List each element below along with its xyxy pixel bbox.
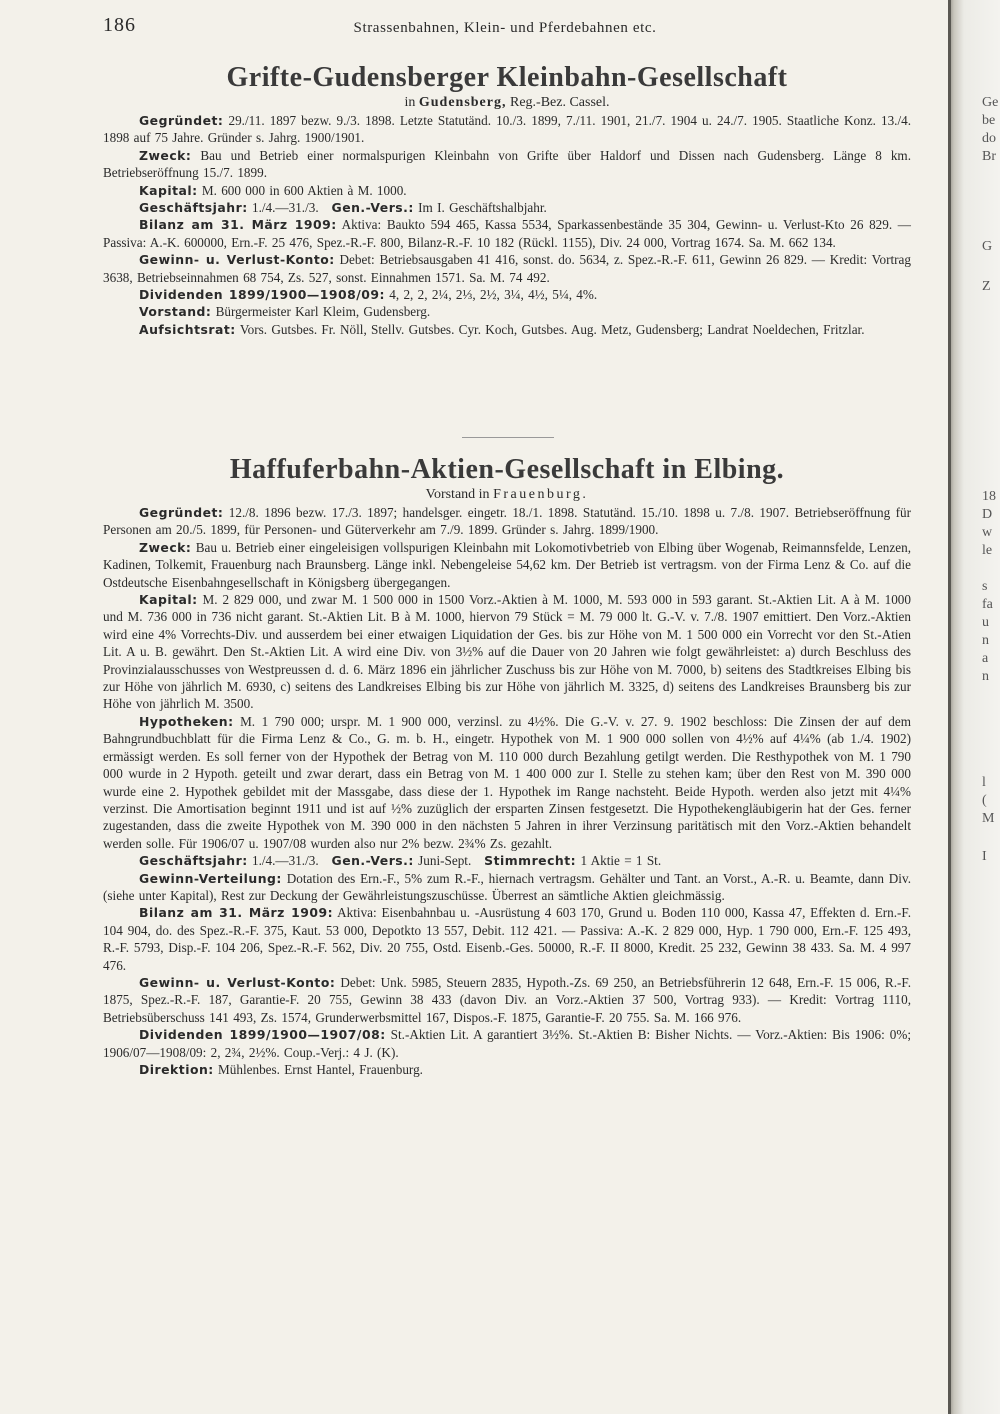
entry-bilanz: Bilanz am 31. März 1909: Aktiva: Baukto 594 465, Kassa 5534, Sparkassenbestände 35 304, Gewinn- u. Verlust-Kto 26 829. — Passiva: A.-K. 600000, Ern.-F. 25 476, Spez.-R.-F. 800, Bilanz-R.-F. 10 182 (Rückl. 1155), Div. 24 000, Vortrag 1674. Sa. M. 662 134.: [103, 217, 911, 250]
entry-zweck: Zweck: Bau u. Betrieb einer eingeleisigen vollspurigen Kleinbahn mit Lokomotivbetrieb von Elbing über Wogenab, Reimannsfelde, Lenzen, Kadinen, Tolkemit, Frauenburg nach Braunsberg. Länge inkl. Nebengeleise 54,62 km. Der Betrieb ist vertragsm. von der Firma Lenz & Co. auf die Ostdeutsche Eisenbahngesellschaft in Königsberg übergegangen.: [103, 539, 911, 590]
margin-fragment: Ge: [982, 95, 999, 110]
margin-fragment: M: [982, 811, 995, 826]
margin-fragment: u: [982, 615, 989, 630]
entry-dividenden: Dividenden 1899/1900—1907/08: St.-Aktien Lit. A garantiert 3½%. St.-Aktien B: Bisher Nichts. — Vorz.-Aktien: Bis 1906: 0%; 1906/07—1908/09: 2, 2¾, 2½%. Coup.-Verj.: 4 J. (K).: [103, 1027, 912, 1060]
margin-fragment: Z: [982, 279, 991, 294]
page-fold-shadow: [948, 0, 1000, 1414]
entry-vorstand: Vorstand: Bürgermeister Karl Kleim, Gudensberg.: [139, 304, 431, 320]
margin-fragment: le: [982, 543, 993, 558]
entry-gewinn-verlust: Gewinn- u. Verlust-Konto: Debet: Unk. 5985, Steuern 2835, Hypoth.-Zs. 69 250, an Betriebsführerin 12 648, Ern.-F. 15 006, R.-F. 1875, Spez.-R.-F. 187, Garantie-F. 20 755, Gewinn 38 433 (davon Div. an Vorz.-Aktien 37 500, Vortrag 933). — Kredit: Vortrag 1110, Betriebsüberschuss 141 493, Zs. 1574, Grunderwerbsmittel 167, Dispos.-F. 1875, Garantie-F. 20 755. Sa. M. 166 976.: [103, 974, 911, 1025]
entry-kapital: Kapital: M. 600 000 in 600 Aktien à M. 1000.: [139, 182, 407, 198]
entry-zweck: Zweck: Bau und Betrieb einer normalspurigen Kleinbahn von Grifte über Haldorf und Dissen nach Gudensberg. Länge 8 km. Betriebseröffnung 15./7. 1899.: [103, 147, 911, 181]
margin-fragment: do: [982, 131, 996, 146]
section-title: Haffuferbahn-Aktien-Gesellschaft in Elbing.: [229, 454, 785, 485]
entry-kapital: Kapital: M. 2 829 000, und zwar M. 1 500 000 in 1500 Vorz.-Aktien à M. 1000, M. 593 000 in 593 garant. St.-Aktien Lit. A à M. 1000 und M. 736 000 in 736 nicht garant. St.-Aktien Lit. B à M. 1000, hiervon 79 Stück = M. 79 000 lt. G.-V. v. 7./8. 1907 emittiert. Den Vorz.-Aktien wird eine 4% Vorrechts-Div. und ausserdem bei einer etwaigen Liquidation der Ges. bis zur Höhe von M. 1 500 000 ein Vorrecht vor den St.-Atien Lit. A u. B. gewährt. Den St.-Aktien Lit. A wird eine Div. von 3½% auf die Dauer von 20 Jahren wie folgt gewährleistet: a) durch Beschluss des Provinzialausschusses von Westpreussen d. d. 6. März 1896 ein jährlicher Zuschuss bis zur Höhe von M. 7000, b) seitens des Stadtkreises Elbing bis zur Höhe von jährlich M. 6930, c) seitens des Landkreises Elbing bis zur Höhe von jährlich M. 3325, d) seitens des Landkreises Braunsberg bis zur Höhe von jährlich M. 3500.: [103, 592, 911, 712]
margin-fragment: (: [982, 793, 987, 808]
margin-fragment: w: [982, 525, 993, 540]
entry-gegruendet: Gegründet: 29./11. 1897 bezw. 9./3. 1898. Letzte Statutänd. 10./3. 1899, 7./11. 1901, 21./7. 1904 u. 24./7. 1905. Staatliche Konz. 13./4. 1898 auf 75 Jahre. Gründer s. Jahrg. 1900/1901.: [103, 113, 912, 146]
margin-fragment: s: [982, 579, 988, 594]
page-number: 186: [103, 14, 136, 36]
entry-gegruendet: Gegründet: 12./8. 1896 bezw. 17./3. 1897; handelsger. eingetr. 18./1. 1898. Statutänd. 15./10. 1898 u. 7./8. 1907. Betriebseröffnung für Personen am 20./5. 1899, für Personen- und Güterverkehr am 7./9. 1899. Gründer s. Jahrg. 1899/1900.: [103, 505, 911, 538]
entry-hypotheken: Hypotheken: M. 1 790 000; urspr. M. 1 900 000, verzinsl. zu 4½%. Die G.-V. v. 27. 9. 1902 beschloss: Die Zinsen der auf dem Bahngrundbuchblatt für die Firma Lenz & Co., G. m. b. H., eingetr. Hypothek von M. 1 900 000 sollen von 4½% auf 4¼% (ab 1./4. 1902) ermässigt werden. Es soll ferner von der Hypothek der Betrag von M. 110 000 durch Bezahlung getilgt werden. Die Resthypothek von M. 1 790 000 wurde in 2 Hypoth. geteilt und zwar derart, dass ein Betrag von M. 1 400 000 zur I. Stelle zu stehen kam; über den Rest von M. 390 000 wurde eine 2. Hypothek gebildet mit der Massgabe, dass diese der 1. Hypothek im Range nachsteht. Beide Hypoth. werden also jetzt mit 4¼% verzinst. Die Amortisation beginnt 1911 und ist auf ½% zuzüglich der ersparten Zinsen festgesetzt. Die Hypothekengläubigerin hat der Ges. ferner zugestanden, dass die zweite Hypothek von M. 390 000 in den nächsten 5 Jahren in ihrer Verzinsung paritätisch mit den Vorz.-Aktien behandelt werden solle. Für 1906/07 u. 1907/08 wurden also nur 2% bezw. 2¾% Zs. gezahlt.: [103, 713, 911, 851]
entry-geschaeftsjahr: Geschäftsjahr: 1./4.—31./3. Gen.-Vers.: Juni-Sept. Stimmrecht: 1 Aktie = 1 St.: [139, 853, 662, 869]
entry-direktion: Direktion: Mühlenbes. Ernst Hantel, Frauenburg.: [139, 1062, 423, 1077]
section-title: Grifte-Gudensberger Kleinbahn-Gesellschaft: [226, 62, 788, 93]
page-fold-edge: [948, 0, 951, 1414]
entry-gewinn-verlust: Gewinn- u. Verlust-Konto: Debet: Betriebsausgaben 41 416, sonst. do. 5634, z. Spez.-R.-F. 611, Gewinn 26 829. — Kredit: Vortrag 3638, Betriebseinnahmen 68 754, Zs. 527, sonst. Einnahmen 1571. Sa. M. 74 492.: [103, 252, 911, 285]
margin-fragment: be: [982, 113, 996, 128]
margin-fragment: l: [982, 775, 986, 790]
location-prefix: in: [404, 95, 416, 110]
entry-list: [103, 112, 911, 338]
location-suffix: Reg.-Bez. Cassel.: [509, 95, 610, 110]
subtitle-prefix: Vorstand in: [425, 487, 490, 502]
margin-fragment: 18: [982, 489, 996, 504]
entry-geschaeftsjahr: Geschäftsjahr: 1./4.—31./3. Gen.-Vers.: Im I. Geschäftshalbjahr.: [139, 200, 547, 216]
entry-list: [103, 504, 911, 1078]
margin-fragment: fa: [982, 597, 993, 612]
entry-gewinn-verteilung: Gewinn-Verteilung: Dotation des Ern.-F., 5% zum R.-F., hiernach vertragsm. Gehälter und Tant. an Vorst., A.-R. u. Beamte, dann Div. (siehe unter Kapital), Rest zur Deckung der Gewährleistungszuschüsse. Überrest an sämtliche Aktien gleichmässig.: [103, 870, 912, 903]
margin-fragment: Br: [982, 149, 996, 164]
margin-fragment: a: [982, 651, 989, 666]
section-divider: [462, 437, 554, 438]
entry-aufsichtsrat: Aufsichtsrat: Vors. Gutsbes. Fr. Nöll, Stellv. Gutsbes. Cyr. Koch, Gutsbes. Aug. Metz, Gudensberg; Landrat Noeldechen, Fritzlar.: [139, 321, 865, 337]
subtitle-place: Frauenburg.: [493, 487, 589, 502]
section-location: [103, 94, 911, 112]
entry-bilanz: Bilanz am 31. März 1909: Aktiva: Eisenbahnbau u. -Ausrüstung 4 603 170, Grund u. Boden 110 000, Kassa 47, Effekten d. Ern.-F. 104 904, do. des Spez.-R.-F. 375, Kaut. 53 000, Depotkto 13 557, Debit. 112 421. — Passiva: A.-K. 2 829 000, Hyp. 1 790 000, Ern.-F. 125 493, R.-F. 5793, Disp.-F. 104 206, Spez.-R.-F. 562, Div. 20 755, Ostd. Eisenb.-Ges. 50000, R.-F. II 8000, Kredit. 25 232, Gewinn 38 433. Sa. M. 4 997 476.: [103, 905, 912, 973]
entry-dividenden: Dividenden 1899/1900—1908/09: 4, 2, 2, 2¼, 2⅓, 2½, 3¼, 4½, 5¼, 4%.: [139, 287, 598, 303]
section-grifte-gudensberg: [103, 62, 911, 338]
margin-fragment: n: [982, 669, 989, 684]
margin-fragment: n: [982, 633, 989, 648]
margin-fragment: G: [982, 239, 993, 254]
running-header: Strassenbahnen, Klein- und Pferdebahnen etc.: [353, 20, 657, 36]
margin-fragment: I: [982, 849, 987, 864]
section-subtitle: [103, 486, 911, 504]
location-name: Gudensberg,: [418, 95, 507, 110]
margin-fragment: D: [982, 507, 993, 522]
section-haffuferbahn: [103, 454, 911, 1078]
